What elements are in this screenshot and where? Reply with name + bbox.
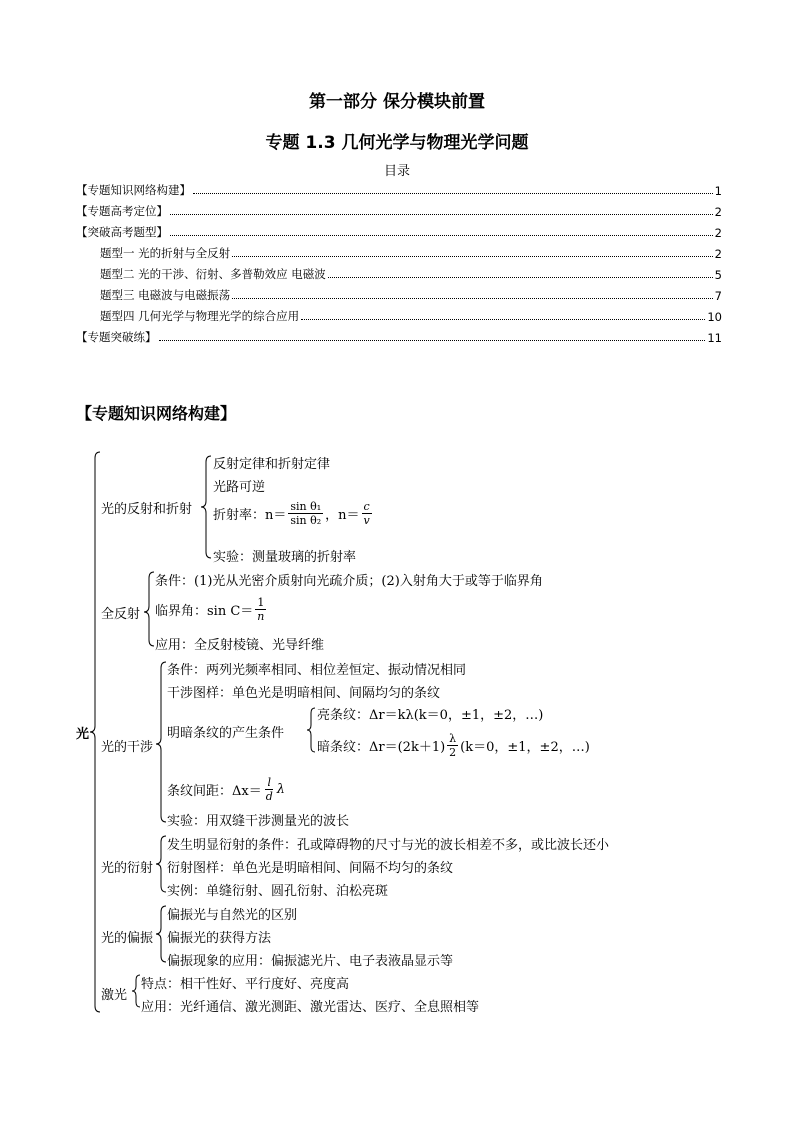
branch-total-reflection-label: 全反射	[101, 607, 141, 622]
fringe-spacing-fraction	[264, 776, 275, 803]
fraction-denominator: d	[265, 790, 273, 803]
toc-entry-label: 【专题高考定位】	[76, 204, 168, 218]
branch6-brace	[132, 975, 140, 1007]
fraction-denominator: n	[257, 610, 265, 623]
fraction-numerator: c	[363, 500, 370, 513]
fraction-denominator: 2	[449, 746, 457, 759]
polarization-applications: 偏振现象的应用：偏振滤光片、电子表液晶显示等	[167, 954, 454, 969]
fringe-spacing-formula	[167, 776, 285, 803]
branch-diffraction-label: 光的衍射	[101, 861, 154, 876]
toc-entry-page: 2	[714, 205, 722, 219]
branch2-brace	[144, 572, 154, 646]
fraction-numerator: sin θ₁	[290, 500, 322, 513]
diffraction-condition: 发生明显衍射的条件：孔或障碍物的尺寸与光的波长相差不多，或比波长还小	[167, 838, 610, 853]
fraction-numerator: λ	[449, 732, 457, 745]
toc-entry-label: 题型一 光的折射与全反射	[100, 246, 231, 260]
branch5-brace	[156, 906, 166, 962]
polarized-light-methods: 偏振光的获得方法	[167, 931, 272, 946]
toc-entry-label: 题型三 电磁波与电磁振荡	[100, 288, 231, 302]
light-path-reversible: 光路可逆	[213, 480, 266, 495]
toc-entry-page: 7	[714, 289, 722, 303]
refractive-index-formula	[213, 500, 374, 527]
fringe-conditions-label: 明暗条纹的产生条件	[167, 726, 285, 741]
double-slit-experiment: 实验：用双缝干涉测量光的波长	[167, 814, 350, 829]
half-wavelength-fraction	[447, 732, 458, 759]
speed-ratio-fraction	[362, 500, 372, 527]
fraction-denominator: v	[363, 514, 370, 527]
experiment-glass-refractive-index: 实验：测量玻璃的折射率	[213, 550, 357, 565]
fraction-numerator: l	[267, 776, 272, 789]
toc-entry-page: 10	[707, 310, 722, 324]
diffraction-examples: 实例：单缝衍射、圆孔衍射、泊松亮斑	[167, 884, 389, 899]
refractive-index-prefix: 折射率：n＝	[213, 508, 287, 523]
toc-entry-label: 【专题知识网络构建】	[76, 183, 191, 197]
critical-angle-fraction	[255, 596, 266, 623]
section-title: 【专题知识网络构建】	[76, 404, 237, 423]
branch1-brace	[201, 456, 211, 558]
subbrace-fringes	[307, 708, 315, 752]
toc-heading: 目录	[383, 164, 410, 179]
fringe-spacing-prefix: 条纹间距：Δx＝	[167, 784, 262, 799]
interference-pattern: 干涉图样：单色光是明暗相间、间隔均匀的条纹	[167, 686, 441, 701]
diffraction-pattern: 衍射图样：单色光是明暗相间、间隔不均匀的条纹	[167, 861, 454, 876]
tree-root-label: 光	[76, 727, 90, 742]
critical-angle-prefix: 临界角：sin C＝	[155, 604, 254, 619]
branch-polarization-label: 光的偏振	[101, 931, 154, 946]
laser-applications: 应用：光纤通信、激光测距、激光雷达、医疗、全息照相等	[141, 1000, 480, 1015]
toc-entry-label: 题型二 光的干涉、衍射、多普勒效应 电磁波	[100, 267, 326, 281]
laser-characteristics: 特点：相干性好、平行度好、亮度高	[141, 977, 350, 992]
toc-entry-page: 11	[707, 331, 722, 345]
toc-entry-page: 1	[714, 184, 722, 198]
toc-entry-label: 【突破高考题型】	[76, 225, 168, 239]
toc-entry-label: 题型四 几何光学与物理光学的综合应用	[100, 309, 300, 323]
toc-entry-page: 5	[714, 268, 722, 282]
dark-fringe-prefix: 暗条纹：Δr＝(2k＋1)	[317, 740, 446, 755]
critical-angle-formula	[155, 596, 268, 623]
branch-interference-label: 光的干涉	[101, 740, 154, 755]
total-reflection-conditions: 条件：(1)光从光密介质射向光疏介质；(2)入射角大于或等于临界角	[155, 574, 543, 589]
sine-ratio-fraction	[288, 500, 323, 527]
branch3-brace	[156, 662, 166, 822]
refractive-index-mid: ，n＝	[325, 508, 360, 523]
branch4-brace	[156, 836, 166, 892]
reflection-refraction-laws: 反射定律和折射定律	[213, 457, 331, 472]
interference-conditions: 条件：两列光频率相同、相位差恒定、振动情况相同	[167, 663, 467, 678]
fraction-denominator: sin θ₂	[290, 514, 322, 527]
toc-entry-label: 【专题突破练】	[76, 330, 157, 344]
toc-entry-page: 2	[714, 247, 722, 261]
part-title: 第一部分 保分模块前置	[309, 92, 485, 112]
branch-reflection-refraction-label: 光的反射和折射	[101, 502, 193, 517]
fringe-spacing-suffix: λ	[276, 782, 286, 797]
total-reflection-applications: 应用：全反射棱镜、光导纤维	[155, 638, 325, 653]
branch-laser-label: 激光	[101, 988, 128, 1003]
polarized-vs-natural-light: 偏振光与自然光的区别	[167, 908, 298, 923]
root-brace	[90, 452, 100, 1012]
topic-title: 专题 1.3 几何光学与物理光学问题	[265, 133, 529, 153]
fraction-numerator: 1	[257, 596, 265, 609]
dark-fringe-suffix: (k＝0，±1，±2，…)	[460, 740, 590, 755]
dark-fringe-condition	[317, 732, 590, 759]
toc-entry-page: 2	[714, 226, 722, 240]
bright-fringe-condition: 亮条纹：Δr＝kλ(k＝0，±1，±2，…)	[317, 708, 544, 723]
